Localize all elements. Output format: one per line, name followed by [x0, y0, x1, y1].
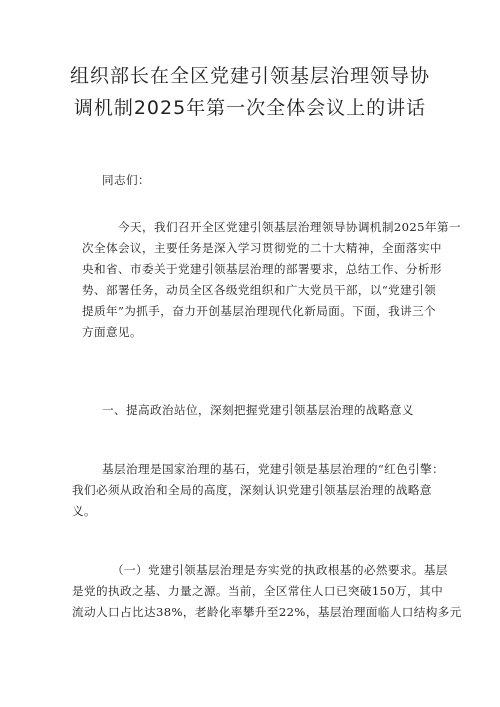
title-line-2: 调机制2025年第一次全体会议上的讲话	[73, 97, 427, 119]
paragraph-line: 央和省、市委关于党建引领基层治理的部署要求，总结工作、分析形	[82, 262, 442, 276]
paragraph-line: 是党的执政之基、力量之源。当前，全区常住人口已突破150万，其中	[72, 584, 444, 598]
paragraph-line: 今天，我们召开全区党建引领基层治理领导协调机制2025年第一	[118, 220, 461, 234]
paragraph-line: 次全体会议，主要任务是深入学习贯彻党的二十大精神，全面落实中	[82, 241, 442, 255]
section-heading-1	[102, 400, 442, 421]
section-heading-text: 一、提高政治站位，深刻把握党建引领基层治理的战略意义	[102, 403, 414, 417]
paragraph-line: （一）党建引领基层治理是夯实党的执政根基的必然要求。基层	[112, 563, 448, 577]
title-line-1: 组织部长在全区党建引领基层治理领导协	[69, 65, 430, 87]
paragraph-line: 流动人口占比达38%，老龄化率攀升至22%，基层治理面临人口结构多元	[72, 605, 462, 619]
salutation	[102, 170, 442, 191]
paragraph-line: 我们必须从政治和全局的高度，深刻认识党建引领基层治理的战略意	[72, 483, 432, 497]
salutation-text: 同志们：	[102, 173, 150, 187]
document-title	[60, 60, 440, 124]
opening-paragraph	[82, 217, 461, 343]
paragraph-line: 势、部署任务，动员全区各级党组织和广大党员干部，以“党建引领	[82, 283, 437, 297]
paragraph-line: 方面意见。	[82, 325, 142, 339]
paragraph-line: 提质年”为抓手，奋力开创基层治理现代化新局面。下面，我讲三个	[82, 304, 437, 318]
paragraph-line: 义。	[72, 504, 96, 518]
paragraph-line: 基层治理是国家治理的基石，党建引领是基层治理的“红色引擎：	[102, 462, 445, 476]
section-intro-paragraph	[72, 459, 445, 522]
subsection-paragraph-1	[72, 560, 462, 623]
